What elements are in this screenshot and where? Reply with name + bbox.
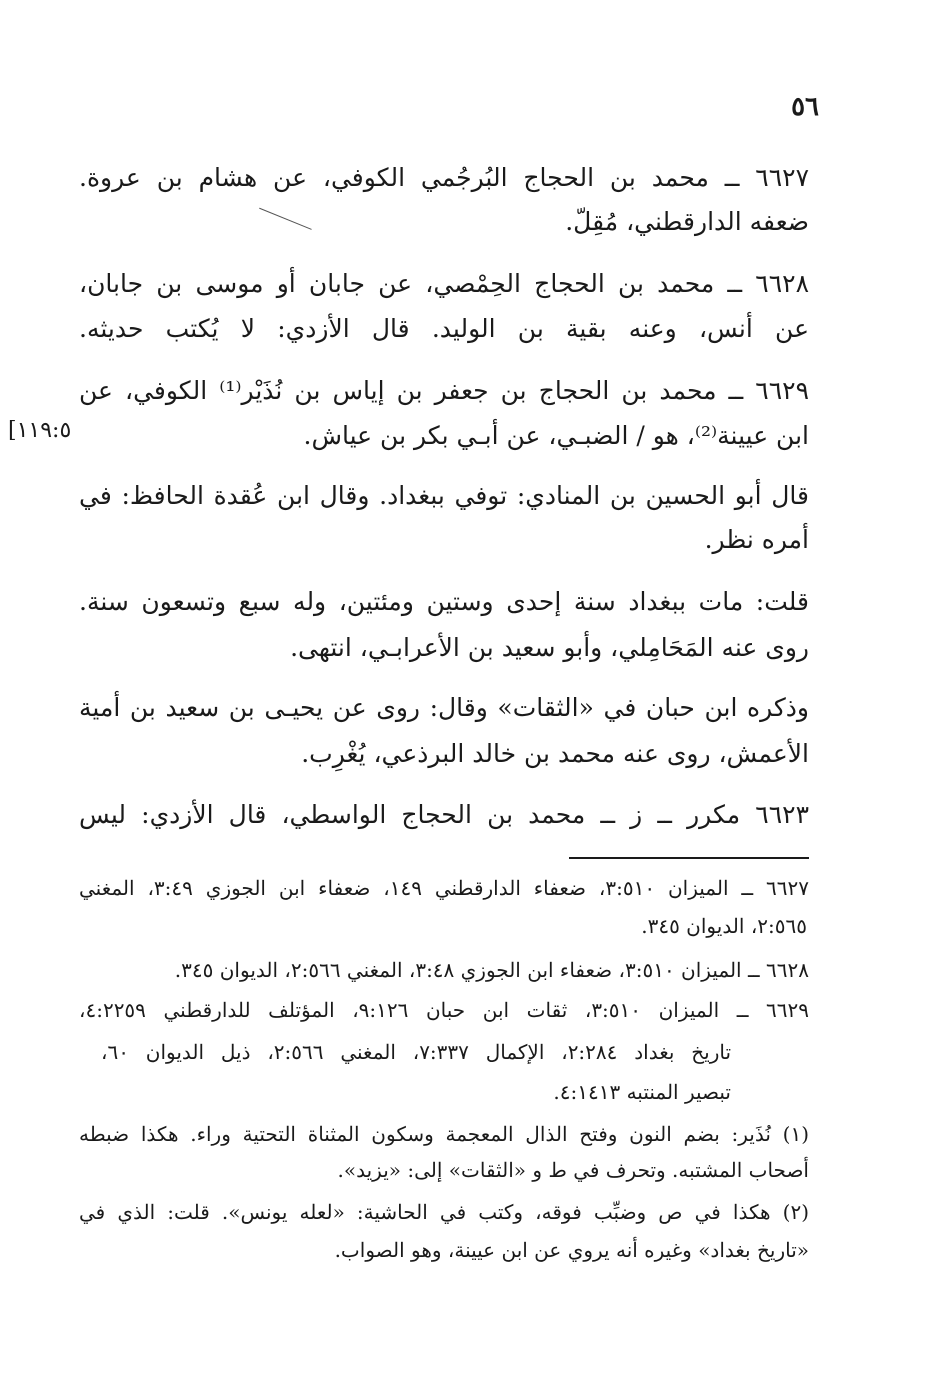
footnote-2-line-1: (٢) هكذا في ص وضبِّب فوقه، وكتب في الحاشية: «لعله يونس». قلت: الذي في xyxy=(79,1200,809,1224)
footnote-ref-6627-line-2: ٢:٥٦٥، الديوان ٣٤٥. xyxy=(641,914,807,938)
munadi-paragraph-line-1: قال أبو الحسين بن المنادي: توفي ببغداد. وقال ابن عُقدة الحافظ: في xyxy=(79,481,809,510)
qultu-paragraph-line-2: روى عنه المَحَامِلي، وأبو سعيد بن الأعرابـي، انتهى. xyxy=(290,633,809,662)
munadi-paragraph-line-2: أمره نظر. xyxy=(704,525,809,554)
footnote-ref-6629-line-1: ٦٦٢٩ ــ الميزان ٣:٥١٠، ثقات ابن حبان ٩:١٢٦، المؤتلف للدارقطني ٤:٢٢٥٩، xyxy=(79,998,809,1022)
ibn-hibban-paragraph-line-1: وذكره ابن حبان في «الثقات» وقال: روى عن يحيـى بن سعيد بن أمية xyxy=(79,693,809,722)
entry-6628-line-2: عن أنس، وعنه بقية بن الوليد. قال الأزدي: لا يُكتب حديثه. xyxy=(79,314,809,343)
entry-6623-repeat-line-1: ٦٦٢٣ مكرر ــ ز ــ محمد بن الحجاج الواسطي، قال الأزدي: ليس xyxy=(79,800,809,829)
footnote-ref-6628: ٦٦٢٨ ــ الميزان ٣:٥١٠، ضعفاء ابن الجوزي ٣:٤٨، المغني ٢:٥٦٦، الديوان ٣٤٥. xyxy=(174,958,809,982)
entry-6627-line-2: ضعفه الدارقطني، مُقِلّ. xyxy=(565,207,809,236)
entry-6629-line-1: ٦٦٢٩ ــ محمد بن الحجاج بن جعفر بن إياس بن نُذَيْر⁽¹⁾ الكوفي، عن xyxy=(79,376,809,405)
footnote-ref-6627-line-1: ٦٦٢٧ ــ الميزان ٣:٥١٠، ضعفاء الدارقطني ١٤٩، ضعفاء ابن الجوزي ٣:٤٩، المغني xyxy=(79,876,809,900)
margin-volume-reference: [١١٩:٥ xyxy=(8,418,72,443)
footnote-ref-6629-line-2: تاريخ بغداد ٢:٢٨٤، الإكمال ٧:٣٣٧، المغني ٢:٥٦٦، ذيل الديوان ٦٠، xyxy=(101,1040,732,1064)
qultu-paragraph-line-1: قلت: مات ببغداد سنة إحدى وستين ومئتين، وله سبع وتسعون سنة. xyxy=(79,587,809,616)
footnote-ref-6629-line-3: تبصير المنتبه ٤:١٤١٣. xyxy=(553,1080,731,1104)
footnote-1-line-2: أصحاب المشتبه. وتحرف في ط و «الثقات» إلى: «يزيد». xyxy=(337,1158,809,1182)
footnote-separator xyxy=(569,857,809,859)
footnote-1-line-1: (١) نُذَير: بضم النون وفتح الذال المعجمة وسكون المثناة التحتية وراء. هكذا ضبطه xyxy=(79,1122,809,1146)
ibn-hibban-paragraph-line-2: الأعمش، روى عنه محمد بن خالد البرذعي، يُغْرِب. xyxy=(301,739,809,768)
entry-6629-line-2: ابن عيينة⁽²⁾، هو / الضبـي، عن أبـي بكر بن عياش. xyxy=(303,421,809,450)
footnote-2-line-2: «تاريخ بغداد» وغيره أنه يروي عن ابن عيينة، وهو الصواب. xyxy=(334,1238,809,1262)
entry-6628-line-1: ٦٦٢٨ ــ محمد بن الحجاج الحِمْصي، عن جابان أو موسى بن جابان، xyxy=(79,269,809,298)
page-number: ٥٦ xyxy=(791,92,819,122)
entry-6627-line-1: ٦٦٢٧ ــ محمد بن الحجاج البُرجُمي الكوفي، عن هشام بن عروة. xyxy=(79,163,809,192)
